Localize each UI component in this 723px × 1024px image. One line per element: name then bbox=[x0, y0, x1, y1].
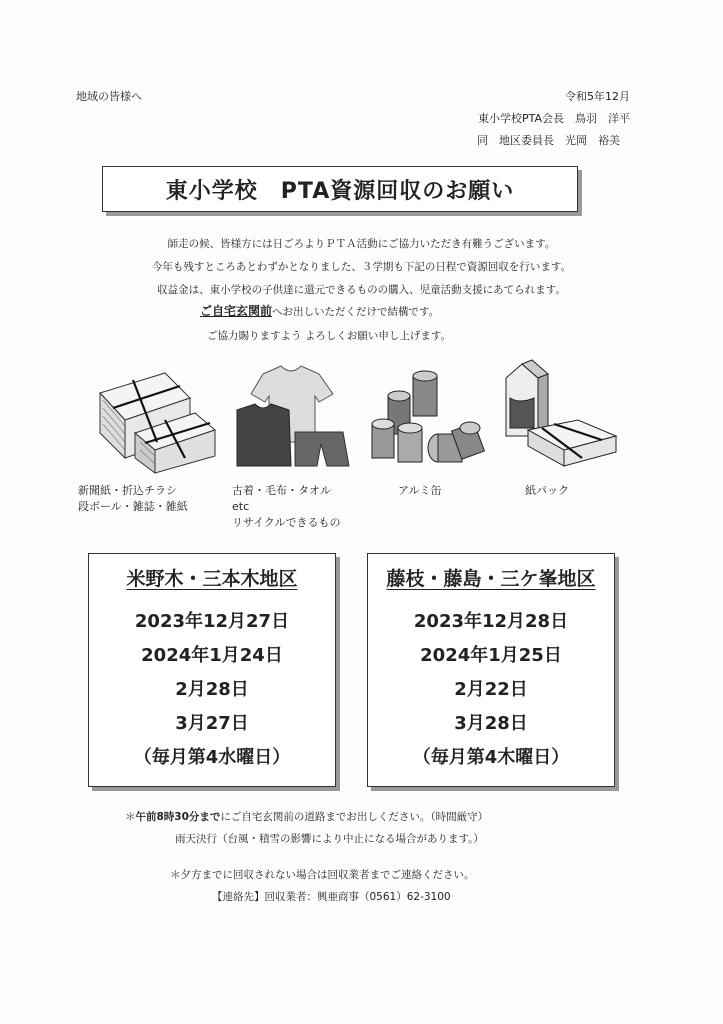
footer-note-uncollected: ＊夕方までに回収されない場合は回収業者までご連絡ください。 bbox=[170, 869, 475, 881]
paper-carton-icon bbox=[498, 358, 618, 473]
clothes-icon bbox=[233, 362, 353, 472]
footer-note-deadline bbox=[125, 810, 488, 824]
schedule-note: （毎月第4木曜日） bbox=[412, 747, 570, 768]
note-asterisk: ＊ bbox=[125, 811, 136, 823]
newspaper-bundle-icon bbox=[95, 358, 220, 478]
collection-date: 2月28日 bbox=[175, 679, 249, 700]
collection-date: 2023年12月28日 bbox=[413, 611, 569, 632]
contact-info: 【連絡先】回収業者：興亜商事（0561）62-3100 bbox=[212, 891, 451, 903]
item-caption-cans: アルミ缶 bbox=[398, 484, 442, 497]
item-caption-clothes-3: リサイクルできるもの bbox=[232, 516, 341, 529]
collection-date: 3月28日 bbox=[454, 713, 528, 734]
schedule-box-yoneno bbox=[88, 553, 336, 787]
issue-date: 令和5年12月 bbox=[565, 90, 630, 103]
area-title: 藤枝・藤島・三ケ峯地区 bbox=[386, 568, 596, 590]
intro-line-1: 師走の候、皆様方には日ごろよりＰＴＡ活動にご協力いただき有難うございます。 bbox=[167, 238, 556, 250]
intro-line-4 bbox=[200, 304, 439, 319]
deadline-rest: にご自宅玄関前の道路までお出しください。（時間厳守） bbox=[220, 811, 489, 823]
collection-date: 3月27日 bbox=[175, 713, 249, 734]
collection-date: 2023年12月27日 bbox=[134, 611, 290, 632]
collection-date: 2月22日 bbox=[454, 679, 528, 700]
intro-line-4-rest: へお出しいただくだけで結構です。 bbox=[272, 306, 440, 318]
area-title: 米野木・三本木地区 bbox=[126, 568, 298, 590]
item-caption-paper-2: 段ボール・雑誌・雑紙 bbox=[78, 500, 188, 513]
footer-note-rain: 雨天決行（台風・積雪の影響により中止になる場合があります。） bbox=[175, 833, 484, 845]
item-caption-paper-1: 新聞紙・折込チラシ bbox=[78, 484, 177, 497]
addressee: 地域の皆様へ bbox=[76, 90, 142, 103]
item-caption-cartons: 紙パック bbox=[525, 484, 569, 497]
schedule-note: （毎月第4水曜日） bbox=[133, 747, 291, 768]
item-caption-clothes-1: 古着・毛布・タオル bbox=[232, 484, 331, 497]
sender-committee: 同 地区委員長 光岡 裕美 bbox=[477, 134, 620, 147]
page-title: 東小学校 PTA資源回収のお願い bbox=[165, 178, 515, 204]
intro-line-3: 収益金は、東小学校の子供達に還元できるものの購入、児童活動支援にあてられます。 bbox=[157, 284, 566, 296]
deadline-emphasis: 午前8時30分まで bbox=[135, 811, 221, 823]
collection-date: 2024年1月24日 bbox=[141, 645, 283, 666]
aluminum-can-icon bbox=[368, 368, 488, 468]
collection-date: 2024年1月25日 bbox=[420, 645, 562, 666]
title-box bbox=[102, 166, 578, 212]
intro-emphasis: ご自宅玄関前 bbox=[200, 304, 273, 318]
intro-line-5: ご協力賜りますよう よろしくお願い申し上げます。 bbox=[207, 330, 451, 342]
schedule-box-fujieda bbox=[367, 553, 615, 787]
sender-chair: 東小学校PTA会長 鳥羽 洋平 bbox=[477, 112, 630, 125]
item-caption-clothes-2: etc bbox=[232, 500, 250, 513]
intro-line-2: 今年も残すところあとわずかとなりました、３学期も下記の日程で資源回収を行います。 bbox=[151, 261, 572, 273]
